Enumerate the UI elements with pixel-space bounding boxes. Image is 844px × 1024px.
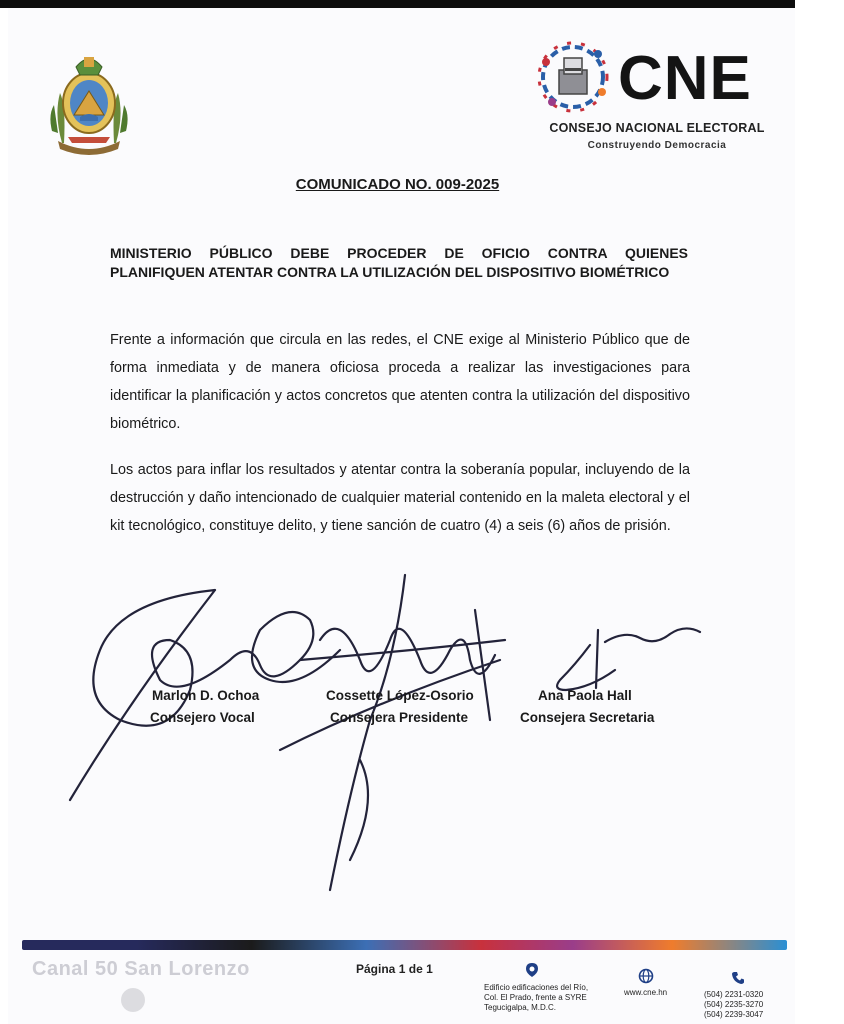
right-margin [795,0,844,1024]
page-number [356,962,433,976]
channel-watermark: Canal 50 San Lorenzo [32,958,250,980]
honduras-coat-of-arms-icon [44,45,134,157]
signer-role-hall: Consejera Secretaria [520,710,655,725]
ballot-box-logo-icon [536,40,610,114]
communique-headline: MINISTERIO PÚBLICO DEBE PROCEDER DE OFICIO CONTRA QUIENES PLANIFIQUEN ATENTAR CONTRA LA UTILIZACIÓN DEL DISPOSITIVO BIOMÉTRICO [110,245,688,280]
page-current: 1 [398,962,406,976]
signer-name-ochoa: Marlon D. Ochoa [152,688,260,703]
footer-phones: (504) 2231-0320 (504) 2235-3270 (504) 2239-3047 [704,990,764,1019]
signer-name-lopez: Cossette López-Osorio [326,688,474,703]
body-paragraph-1: Frente a información que circula en las redes, el CNE exige al Ministerio Público que de forma inmediata y de manera oficiosa proceda a realizar las investigaciones para identificar la planificación y actos concretos que atenten contra la utilización del dispositivo biométrico. [110,332,690,432]
footer-website[interactable]: www.cne.hn [624,988,668,997]
signer-role-lopez: Consejera Presidente [330,710,469,725]
cne-wordmark: CNE [618,44,752,113]
location-pin-icon [524,962,540,978]
cne-logo [536,40,776,115]
overlay-settings-icon[interactable] [121,988,145,1012]
communique-title: COMUNICADO NO. 009-2025 [295,176,500,193]
cne-full-name: CONSEJO NACIONAL ELECTORAL [549,121,765,135]
footer-address: Edificio edificaciones del Río, Col. El Prado, frente a SYRE Tegucigalpa, M.D.C. [484,983,589,1012]
top-border [0,0,795,8]
signer-role-ochoa: Consejero Vocal [150,710,255,725]
cne-tagline: Construyendo Democracia [587,140,727,151]
footer-color-band [22,940,787,950]
page-sep: de [408,962,423,976]
phone-icon [730,970,746,986]
body-paragraph-2: Los actos para inflar los resultados y atentar contra la soberanía popular, incluyendo de la destrucción y daño intencionado de cualquier material contenido en la maleta electoral y el kit tecnológico, constituye delito, y tiene sanción de cuatro (4) a seis (6) años de prisión. [110,462,690,534]
page-label: Página [356,962,396,976]
signer-name-hall: Ana Paola Hall [538,688,632,703]
web-icon [638,968,654,984]
page-total: 1 [426,962,433,976]
